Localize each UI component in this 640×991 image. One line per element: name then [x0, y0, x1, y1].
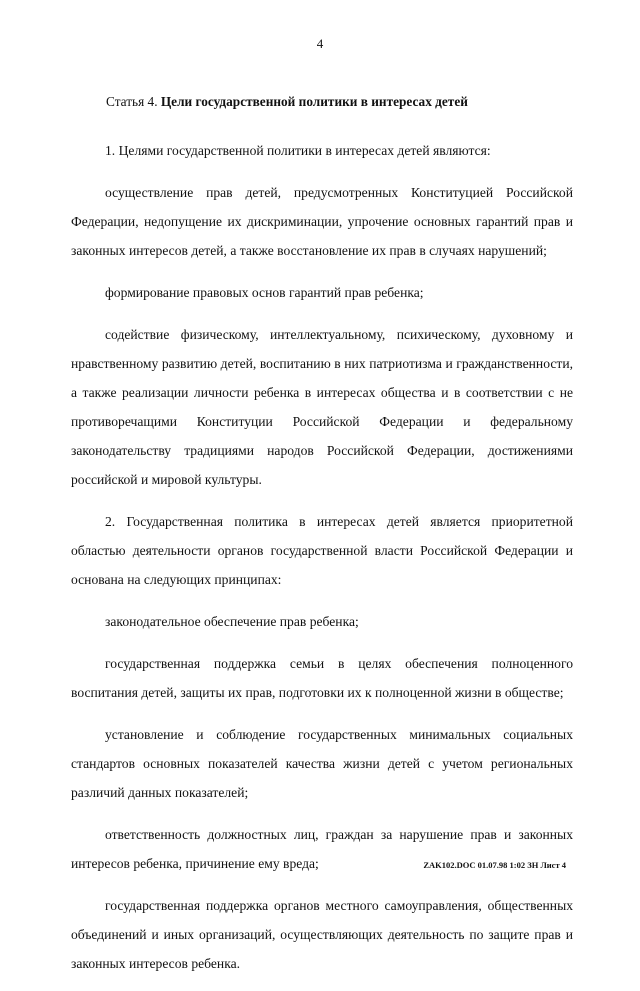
paragraph-3: формирование правовых основ гарантий прав ребенка;	[105, 285, 424, 300]
paragraph-2: осуществление прав детей, предусмотренных Конституцией Российской Федерации, недопущение их дискриминации, упрочение основных гарантий прав и законных интересов детей, а также восстановление их прав в случаях нарушений;	[71, 185, 573, 258]
article-title: Цели государственной политики в интересах детей	[160, 94, 468, 109]
paragraph-10: государственная поддержка органов местного самоуправления, общественных объединений и иных организаций, осуществляющих деятельность по защите прав и законных интересов ребенка.	[71, 898, 573, 971]
paragraph-9: ответственность должностных лиц, граждан за нарушение прав и законных интересов ребенка, причинение ему вреда;	[71, 827, 573, 871]
article-heading	[106, 94, 468, 110]
paragraph-1: 1. Целями государственной политики в интересах детей являются:	[105, 143, 491, 158]
paragraph-8: установление и соблюдение государственных минимальных социальных стандартов основных показателей качества жизни детей с учетом региональных различий данных показателей;	[71, 727, 573, 800]
paragraph-4: содействие физическому, интеллектуальному, психическому, духовному и нравственному развитию детей, воспитанию в них патриотизма и гражданственности, а также реализации личности ребенка в интересах общества и в соответствии с не противоречащими Конституции Российской Федерации и федеральному законодательству традициями народов Российской Федерации, достижениями российской и мировой культуры.	[71, 327, 573, 487]
paragraph-6: законодательное обеспечение прав ребенка;	[105, 614, 359, 629]
document-footer: ZAK102.DOC 01.07.98 1:02 ЗН Лист 4	[423, 860, 566, 870]
page-number: 4	[316, 36, 324, 51]
paragraph-7: государственная поддержка семьи в целях обеспечения полноценного воспитания детей, защиты их прав, подготовки их к полноценной жизни в обществе;	[71, 656, 573, 700]
article-number: Статья 4.	[106, 94, 158, 109]
paragraph-5: 2. Государственная политика в интересах детей является приоритетной областью деятельности органов государственной власти Российской Федерации и основана на следующих принципах:	[71, 514, 573, 587]
